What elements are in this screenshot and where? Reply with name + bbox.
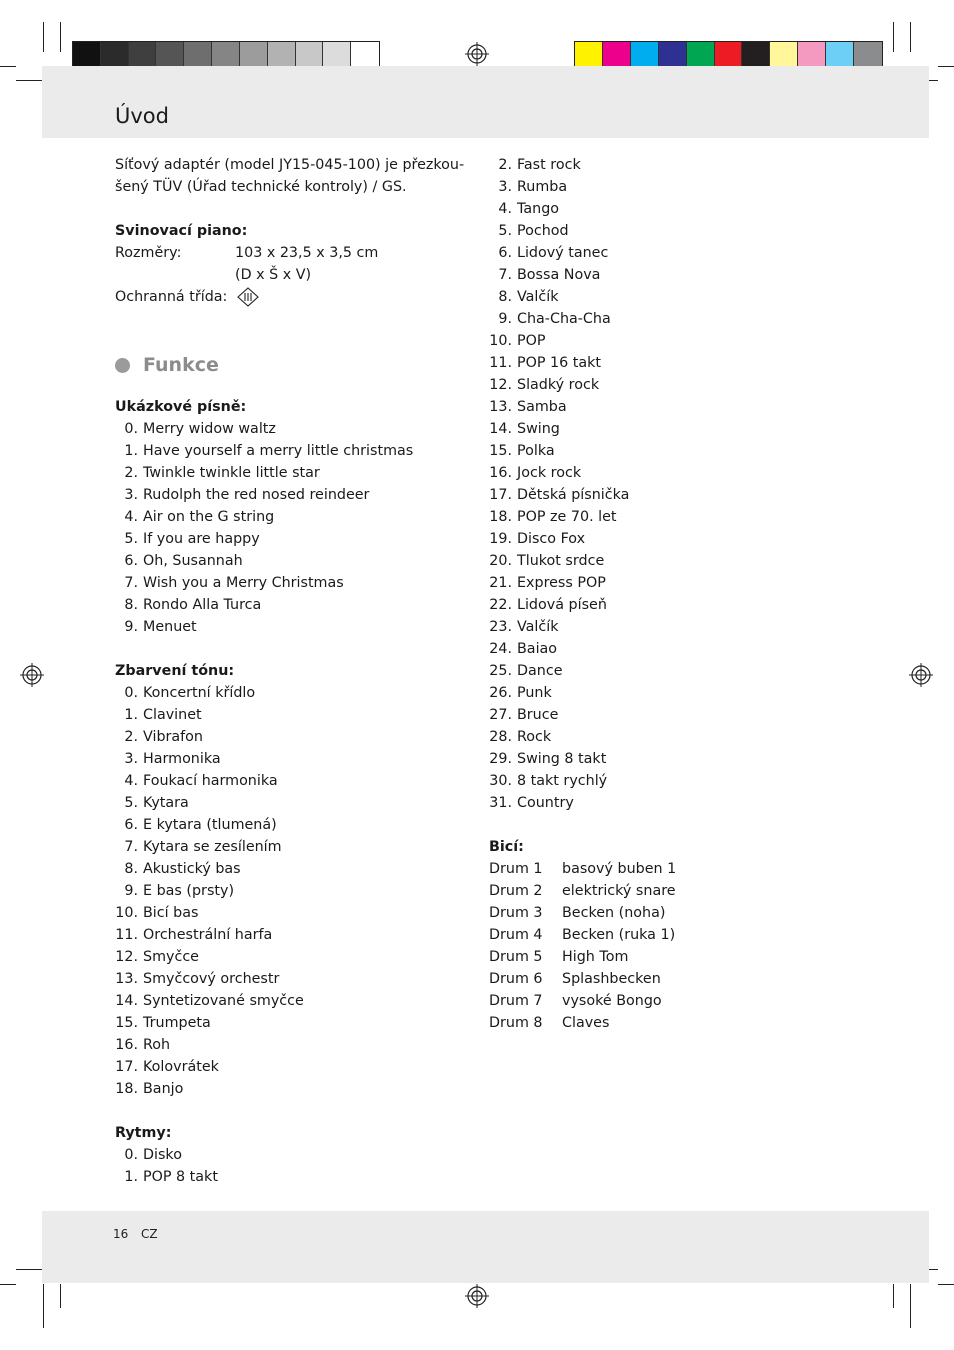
- list-item-text: Tlukot srdce: [517, 553, 605, 569]
- list-item-text: POP 16 takt: [517, 355, 602, 371]
- dimensions-label: Rozměry:: [115, 245, 182, 261]
- registration-mark-icon: [909, 663, 933, 687]
- list-item-text: Baiao: [517, 641, 558, 657]
- list-item-text: Akustický bas: [143, 861, 241, 877]
- list-item: [489, 198, 889, 220]
- dimensions-row: [115, 242, 465, 264]
- list-item-number: 0.: [124, 685, 138, 701]
- list-item: [115, 814, 465, 836]
- list-item: [489, 528, 889, 550]
- list-item: [115, 726, 465, 748]
- list-item-text: Polka: [517, 443, 555, 459]
- calibration-swatch: [212, 42, 240, 68]
- list-item: [489, 286, 889, 308]
- list-item-number: 1.: [124, 443, 138, 459]
- list-item-text: Twinkle twinkle little star: [143, 465, 320, 481]
- list-item-number: 31.: [489, 795, 512, 811]
- list-item: [115, 616, 465, 638]
- list-item: [115, 1144, 465, 1166]
- color-calibration-strip: [574, 41, 883, 69]
- list-item-number: 5.: [124, 795, 138, 811]
- list-item-text: 8 takt rychlý: [517, 773, 608, 789]
- list-item-text: Smyčcový orchestr: [143, 971, 280, 987]
- list-item-number: 16.: [115, 1037, 138, 1053]
- calibration-swatch: [742, 42, 770, 68]
- list-item-number: 17.: [115, 1059, 138, 1075]
- list-item-text: Trumpeta: [143, 1015, 211, 1031]
- list-item: [115, 1078, 465, 1100]
- crop-mark: [43, 1284, 44, 1328]
- list-item-text: POP ze 70. let: [517, 509, 617, 525]
- rhythms-heading: Rytmy:: [115, 1125, 172, 1141]
- list-item-text: Tango: [517, 201, 560, 217]
- drum-key: Drum 6: [489, 971, 543, 987]
- list-item-number: 12.: [115, 949, 138, 965]
- list-item-text: Roh: [143, 1037, 171, 1053]
- list-item-number: 6.: [124, 817, 138, 833]
- list-item: [489, 682, 889, 704]
- drum-key: Drum 5: [489, 949, 543, 965]
- list-item: [115, 704, 465, 726]
- demo-songs-heading: Ukázkové písně:: [115, 399, 247, 415]
- dimensions-value: 103 x 23,5 x 3,5 cm: [235, 245, 379, 261]
- section-heading: [115, 348, 465, 382]
- list-item-text: Merry widow waltz: [143, 421, 276, 437]
- list-item-number: 14.: [115, 993, 138, 1009]
- list-item-text: Rondo Alla Turca: [143, 597, 262, 613]
- calibration-swatch: [687, 42, 715, 68]
- list-item: [115, 572, 465, 594]
- list-item-text: Banjo: [143, 1081, 184, 1097]
- calibration-swatch: [798, 42, 826, 68]
- list-item-number: 4.: [498, 201, 512, 217]
- list-item-text: Smyčce: [143, 949, 199, 965]
- list-item-text: Vibrafon: [143, 729, 203, 745]
- list-item-number: 20.: [489, 553, 512, 569]
- list-item: [489, 770, 889, 792]
- drum-sound: elektrický snare: [562, 883, 676, 899]
- drum-key: Drum 7: [489, 993, 543, 1009]
- list-item-number: 5.: [498, 223, 512, 239]
- list-item-text: Wish you a Merry Christmas: [143, 575, 344, 591]
- left-column: [115, 154, 465, 1188]
- list-item: [115, 528, 465, 550]
- list-item-number: 4.: [124, 509, 138, 525]
- list-item-number: 11.: [115, 927, 138, 943]
- calibration-swatch: [659, 42, 687, 68]
- drum-sound: vysoké Bongo: [562, 993, 662, 1009]
- crop-mark: [0, 1284, 16, 1285]
- list-item: [489, 154, 889, 176]
- list-item-text: POP: [517, 333, 546, 349]
- list-item-text: Bossa Nova: [517, 267, 601, 283]
- calibration-swatch: [73, 42, 101, 68]
- list-item: [115, 770, 465, 792]
- registration-mark-icon: [465, 42, 489, 66]
- calibration-swatch: [603, 42, 631, 68]
- section-title: Funkce: [143, 354, 219, 376]
- list-item: [115, 968, 465, 990]
- right-column: [489, 154, 889, 1034]
- drum-sound: Claves: [562, 1015, 610, 1031]
- list-item-number: 22.: [489, 597, 512, 613]
- list-item-text: Rudolph the red nosed reindeer: [143, 487, 370, 503]
- drum-sound: Splashbecken: [562, 971, 661, 987]
- list-item: [489, 396, 889, 418]
- list-item-number: 13.: [115, 971, 138, 987]
- list-item-number: 26.: [489, 685, 512, 701]
- list-item-number: 1.: [124, 1169, 138, 1185]
- language-code: CZ: [141, 1227, 158, 1241]
- registration-mark-icon: [465, 1284, 489, 1308]
- calibration-swatch: [268, 42, 296, 68]
- crop-mark: [910, 22, 911, 52]
- list-item-text: Dance: [517, 663, 563, 679]
- drum-key: Drum 2: [489, 883, 543, 899]
- list-item: [489, 176, 889, 198]
- list-item-text: Disko: [143, 1147, 182, 1163]
- list-item-number: 3.: [124, 487, 138, 503]
- list-item-text: Harmonika: [143, 751, 221, 767]
- list-item-text: Kolovrátek: [143, 1059, 219, 1075]
- list-item: [489, 572, 889, 594]
- calibration-swatch: [770, 42, 798, 68]
- list-item-number: 0.: [124, 421, 138, 437]
- list-item: [489, 792, 889, 814]
- list-item-number: 21.: [489, 575, 512, 591]
- calibration-swatch: [156, 42, 184, 68]
- list-item-text: Rock: [517, 729, 552, 745]
- list-item-text: Rumba: [517, 179, 568, 195]
- list-item-number: 11.: [489, 355, 512, 371]
- list-item-number: 14.: [489, 421, 512, 437]
- list-item-text: Valčík: [517, 619, 559, 635]
- crop-mark: [43, 22, 44, 52]
- list-item-number: 17.: [489, 487, 512, 503]
- piano-heading: Svinovací piano:: [115, 223, 248, 239]
- list-item: [115, 858, 465, 880]
- list-item-number: 29.: [489, 751, 512, 767]
- list-item-number: 0.: [124, 1147, 138, 1163]
- list-item: [115, 550, 465, 572]
- list-item-text: Express POP: [517, 575, 606, 591]
- dimensions-note-row: [115, 264, 465, 286]
- list-item-text: Cha-Cha-Cha: [517, 311, 611, 327]
- calibration-swatch: [826, 42, 854, 68]
- drum-key: Drum 4: [489, 927, 543, 943]
- drum-row: [489, 924, 889, 946]
- list-item-text: Punk: [517, 685, 552, 701]
- list-item-number: 24.: [489, 641, 512, 657]
- list-item: [115, 792, 465, 814]
- footer-band: [42, 1211, 929, 1283]
- list-item-number: 18.: [115, 1081, 138, 1097]
- list-item-number: 18.: [489, 509, 512, 525]
- list-item-text: Foukací harmonika: [143, 773, 278, 789]
- drum-row: [489, 858, 889, 880]
- list-item-number: 1.: [124, 707, 138, 723]
- list-item-text: Air on the G string: [143, 509, 275, 525]
- list-item-number: 15.: [489, 443, 512, 459]
- list-item-text: Bicí bas: [143, 905, 199, 921]
- registration-mark-icon: [20, 663, 44, 687]
- drum-row: [489, 902, 889, 924]
- list-item: [489, 660, 889, 682]
- list-item-number: 27.: [489, 707, 512, 723]
- class-III-icon: [237, 287, 259, 307]
- list-item: [489, 726, 889, 748]
- list-item: [489, 616, 889, 638]
- header-band: [42, 66, 929, 138]
- list-item-number: 5.: [124, 531, 138, 547]
- drum-row: [489, 968, 889, 990]
- list-item: [115, 1056, 465, 1078]
- list-item-number: 30.: [489, 773, 512, 789]
- list-item: [489, 440, 889, 462]
- list-item-number: 7.: [498, 267, 512, 283]
- drum-sound: Becken (noha): [562, 905, 666, 921]
- list-item-number: 10.: [489, 333, 512, 349]
- list-item-text: Sladký rock: [517, 377, 600, 393]
- crop-mark: [938, 66, 954, 67]
- tones-heading: Zbarvení tónu:: [115, 663, 235, 679]
- list-item: [489, 418, 889, 440]
- list-item: [115, 902, 465, 924]
- list-item: [115, 462, 465, 484]
- list-item: [489, 330, 889, 352]
- list-item-text: POP 8 takt: [143, 1169, 218, 1185]
- list-item-text: Pochod: [517, 223, 569, 239]
- list-item-text: Kytara se zesílením: [143, 839, 282, 855]
- list-item: [115, 1034, 465, 1056]
- list-item: [115, 418, 465, 440]
- drum-sound: basový buben 1: [562, 861, 677, 877]
- drums-list: [489, 858, 889, 1034]
- list-item-text: Jock rock: [517, 465, 582, 481]
- calibration-swatch: [184, 42, 212, 68]
- calibration-swatch: [631, 42, 659, 68]
- list-item-text: Valčík: [517, 289, 559, 305]
- calibration-swatch: [575, 42, 603, 68]
- list-item-text: Lidová píseň: [517, 597, 607, 613]
- list-item-number: 6.: [498, 245, 512, 261]
- list-item: [115, 924, 465, 946]
- list-item-text: Menuet: [143, 619, 197, 635]
- list-item-text: Kytara: [143, 795, 189, 811]
- intro-text: šený TÜV (Úřad technické kontroly) / GS.: [115, 179, 407, 195]
- list-item-text: Swing 8 takt: [517, 751, 607, 767]
- list-item: [489, 704, 889, 726]
- grayscale-calibration-strip: [72, 41, 380, 69]
- list-item: [115, 1166, 465, 1188]
- list-item: [115, 440, 465, 462]
- list-item: [489, 462, 889, 484]
- calibration-swatch: [129, 42, 157, 68]
- list-item-text: Dětská písnička: [517, 487, 630, 503]
- list-item: [115, 836, 465, 858]
- drum-row: [489, 1012, 889, 1034]
- list-item-number: 2.: [124, 729, 138, 745]
- list-item-text: Fast rock: [517, 157, 581, 173]
- list-item-text: Disco Fox: [517, 531, 586, 547]
- crop-mark: [60, 22, 61, 52]
- calibration-swatch: [854, 42, 882, 68]
- list-item-number: 7.: [124, 839, 138, 855]
- list-item: [115, 506, 465, 528]
- page-title: Úvod: [115, 104, 169, 128]
- list-item-text: E bas (prsty): [143, 883, 235, 899]
- list-item: [489, 484, 889, 506]
- list-item: [489, 748, 889, 770]
- list-item: [489, 638, 889, 660]
- list-item-text: Country: [517, 795, 574, 811]
- list-item: [489, 242, 889, 264]
- crop-mark: [60, 1284, 61, 1308]
- list-item-number: 6.: [124, 553, 138, 569]
- list-item-number: 8.: [498, 289, 512, 305]
- list-item-text: Koncertní křídlo: [143, 685, 256, 701]
- drum-sound: Becken (ruka 1): [562, 927, 676, 943]
- list-item-number: 16.: [489, 465, 512, 481]
- intro-text: Síťový adaptér (model JY15-045-100) je přezkou-: [115, 157, 465, 173]
- list-item-text: Have yourself a merry little christmas: [143, 443, 414, 459]
- drum-row: [489, 990, 889, 1012]
- list-item: [489, 220, 889, 242]
- calibration-swatch: [101, 42, 129, 68]
- crop-mark: [893, 1284, 894, 1308]
- list-item-text: Orchestrální harfa: [143, 927, 273, 943]
- list-item-number: 9.: [124, 619, 138, 635]
- drum-key: Drum 8: [489, 1015, 543, 1031]
- list-item: [115, 682, 465, 704]
- list-item: [489, 352, 889, 374]
- list-item-number: 2.: [498, 157, 512, 173]
- calibration-swatch: [296, 42, 324, 68]
- demo-songs-list: [115, 418, 465, 638]
- list-item: [489, 550, 889, 572]
- list-item-number: 7.: [124, 575, 138, 591]
- list-item-number: 3.: [124, 751, 138, 767]
- list-item-number: 13.: [489, 399, 512, 415]
- dimensions-note: (D x Š x V): [235, 267, 312, 283]
- calibration-swatch: [323, 42, 351, 68]
- list-item: [489, 264, 889, 286]
- list-item-number: 12.: [489, 377, 512, 393]
- list-item: [489, 374, 889, 396]
- list-item-number: 4.: [124, 773, 138, 789]
- list-item: [489, 506, 889, 528]
- list-item: [115, 1012, 465, 1034]
- list-item-number: 15.: [115, 1015, 138, 1031]
- drum-row: [489, 880, 889, 902]
- tones-list: [115, 682, 465, 1100]
- list-item-text: Swing: [517, 421, 560, 437]
- list-item-text: Oh, Susannah: [143, 553, 243, 569]
- crop-mark: [938, 1284, 954, 1285]
- list-item-number: 8.: [124, 597, 138, 613]
- list-item: [489, 594, 889, 616]
- list-item-text: Syntetizované smyčce: [143, 993, 304, 1009]
- calibration-swatch: [351, 42, 379, 68]
- rhythms-list: [115, 1144, 465, 1188]
- list-item: [115, 748, 465, 770]
- list-item-number: 8.: [124, 861, 138, 877]
- calibration-swatch: [240, 42, 268, 68]
- list-item-text: Samba: [517, 399, 567, 415]
- drums-heading: Bicí:: [489, 839, 524, 855]
- protection-class-row: [115, 286, 465, 308]
- list-item-text: Lidový tanec: [517, 245, 609, 261]
- list-item-number: 2.: [124, 465, 138, 481]
- drum-sound: High Tom: [562, 949, 629, 965]
- crop-mark: [0, 66, 16, 67]
- list-item-number: 3.: [498, 179, 512, 195]
- list-item-text: If you are happy: [143, 531, 260, 547]
- drum-key: Drum 3: [489, 905, 543, 921]
- list-item-number: 28.: [489, 729, 512, 745]
- list-item: [115, 946, 465, 968]
- crop-mark: [910, 1284, 911, 1328]
- list-item-text: Bruce: [517, 707, 559, 723]
- bullet-icon: [115, 358, 130, 373]
- protection-class-label: Ochranná třída:: [115, 289, 228, 305]
- list-item-number: 23.: [489, 619, 512, 635]
- crop-mark: [893, 22, 894, 52]
- drum-key: Drum 1: [489, 861, 543, 877]
- drum-row: [489, 946, 889, 968]
- list-item-number: 19.: [489, 531, 512, 547]
- calibration-swatch: [715, 42, 743, 68]
- list-item-number: 9.: [498, 311, 512, 327]
- list-item-number: 25.: [489, 663, 512, 679]
- list-item-text: E kytara (tlumená): [143, 817, 277, 833]
- rhythms-list-continued: [489, 154, 889, 814]
- list-item-text: Clavinet: [143, 707, 202, 723]
- list-item: [115, 594, 465, 616]
- list-item: [115, 880, 465, 902]
- list-item: [115, 484, 465, 506]
- list-item: [115, 990, 465, 1012]
- page-number: 16: [113, 1227, 129, 1241]
- list-item-number: 9.: [124, 883, 138, 899]
- list-item: [489, 308, 889, 330]
- list-item-number: 10.: [115, 905, 138, 921]
